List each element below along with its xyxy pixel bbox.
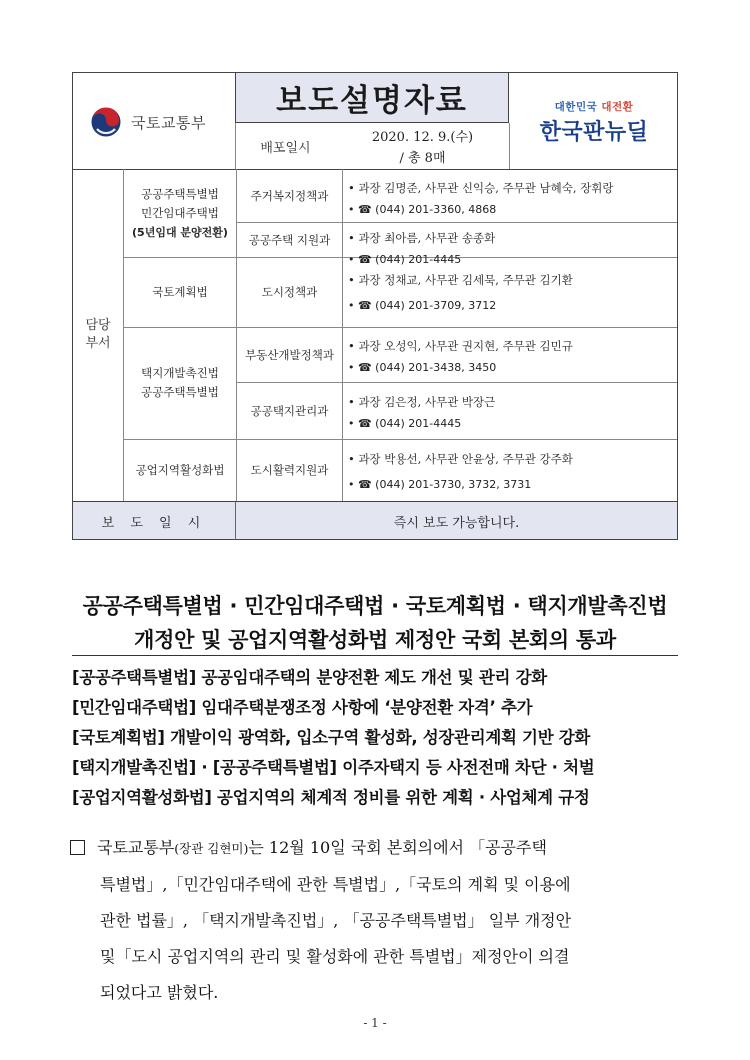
subhead: [택지개발촉진법] · [공공주택특별법] 이주자택지 등 사전전매 차단 · 처벌 bbox=[72, 758, 595, 777]
law-name: 공공주택특별법 bbox=[141, 186, 219, 201]
law-cell-land-planning bbox=[124, 257, 236, 327]
body-text: 국토교통부 bbox=[97, 838, 175, 857]
law-name: 국토계획법 bbox=[152, 284, 208, 299]
release-row bbox=[73, 501, 677, 539]
release-value: 즉시 보도 가능합니다. bbox=[393, 515, 520, 531]
department-label bbox=[73, 169, 123, 501]
division-contact bbox=[348, 227, 495, 271]
distribution-label: 배포일시 bbox=[260, 140, 311, 156]
subhead: [공공주택특별법] 공공임대주택의 분양전환 제도 개선 및 관리 강화 bbox=[72, 668, 547, 687]
law-cell-public-housing bbox=[124, 169, 236, 257]
headline-line-2: 개정안 및 공업지역활성화법 제정안 국회 본회의 통과 bbox=[134, 628, 616, 652]
brand-tagline-blue: 대한민국 bbox=[554, 101, 602, 113]
staff-list: • 과장 최아름, 사무관 송종화 bbox=[348, 231, 496, 245]
distribution-date bbox=[336, 127, 509, 169]
brand-tagline-red: 대전환 bbox=[601, 101, 634, 113]
headline-line-1: 공공주택특별법 · 민간임대주택법 · 국토계획법 · 택지개발촉진법 bbox=[82, 594, 668, 618]
subhead: [공업지역활성화법] 공업지역의 체계적 정비를 위한 계획 · 사업체계 규정 bbox=[72, 788, 590, 807]
division-name: 공공택지관리과 bbox=[250, 403, 329, 418]
checkbox-bullet-icon bbox=[70, 840, 85, 855]
division-contact bbox=[348, 267, 573, 319]
staff-list: • 과장 김명준, 사무관 신익승, 주무관 남혜숙, 장휘랑 bbox=[348, 181, 614, 195]
new-deal-logo bbox=[513, 99, 675, 146]
staff-list: • 과장 오성익, 사무관 권지현, 주무관 김민규 bbox=[348, 339, 573, 353]
division-contact bbox=[348, 447, 573, 497]
body-text: 관한 법률」, 「택지개발촉진법」, 「공공주택특별법」 일부 개정안 bbox=[100, 911, 572, 930]
division-name: 도시활력지원과 bbox=[250, 463, 329, 477]
subhead: [국토계획법] 개발이익 광역화, 입소구역 활성화, 성장관리계획 기반 강화 bbox=[72, 728, 591, 747]
page-number: - 1 - bbox=[363, 1016, 387, 1030]
phone-number: • ☎ (044) 201-3438, 3450 bbox=[348, 361, 497, 374]
body-text-small: (장관 김현미) bbox=[174, 841, 249, 856]
phone-number: • ☎ (044) 201-4445 bbox=[348, 417, 462, 430]
phone-number: • ☎ (044) 201-3709, 3712 bbox=[348, 299, 497, 312]
distribution-pages: / 총 8매 bbox=[399, 151, 446, 166]
body-paragraph bbox=[70, 830, 680, 1011]
staff-list: • 과장 김은정, 사무관 박장근 bbox=[348, 395, 496, 409]
phone-number: • ☎ (044) 201-4445 bbox=[348, 253, 462, 266]
law-cell-land-development bbox=[124, 327, 236, 439]
law-cell-industrial-zone bbox=[124, 439, 236, 501]
staff-list: • 과장 정채교, 사무관 김세묵, 주무관 김기환 bbox=[348, 273, 573, 287]
subhead: [민간임대주택법] 임대주택분쟁조정 사항에 ‘분양전환 자격’ 추가 bbox=[72, 698, 533, 717]
taegeuk-emblem-icon bbox=[89, 105, 123, 139]
document-title: 보도설명자료 bbox=[235, 73, 509, 123]
law-name: 공공주택특별법 bbox=[141, 385, 219, 399]
department-label-text: 담당 부서 bbox=[85, 318, 111, 351]
division-name: 부동산개발정책과 bbox=[245, 347, 334, 362]
ministry-logo bbox=[89, 105, 206, 139]
distribution-date-value: 2020. 12. 9.(수) bbox=[371, 130, 474, 145]
body-text: 되었다고 밝혔다. bbox=[100, 983, 219, 1002]
division-name: 주거복지정책과 bbox=[250, 188, 329, 203]
ministry-name: 국토교통부 bbox=[131, 113, 206, 132]
division-contact bbox=[348, 391, 495, 435]
phone-number: • ☎ (044) 201-3360, 4868 bbox=[348, 203, 497, 216]
body-text: 특별법」,「민간임대주택에 관한 특별법」,「국토의 계획 및 이용에 bbox=[100, 875, 571, 894]
division-contact bbox=[348, 177, 614, 221]
release-label: 보 도 일 시 bbox=[101, 515, 207, 531]
body-text: 는 12월 10일 국회 본회의에서 「공공주택 bbox=[248, 838, 547, 857]
law-name: 택지개발촉진법 bbox=[141, 366, 219, 380]
body-text: 및「도시 공업지역의 관리 및 활성화에 관한 특별법」제정안이 의결 bbox=[100, 947, 570, 966]
phone-number: • ☎ (044) 201-3730, 3732, 3731 bbox=[348, 478, 532, 491]
brand-name: 한국판뉴딜 bbox=[539, 120, 649, 145]
press-info-table bbox=[72, 72, 678, 540]
law-name: 공업지역활성화법 bbox=[135, 462, 225, 477]
division-name: 도시정책과 bbox=[261, 285, 318, 299]
division-name: 공공주택 지원과 bbox=[248, 232, 331, 247]
headline-rule bbox=[72, 655, 678, 656]
division-contact bbox=[348, 335, 573, 379]
law-note: (5년임대 분양전환) bbox=[132, 225, 228, 239]
staff-list: • 과장 박용선, 사무관 안윤상, 주무관 강주화 bbox=[348, 452, 573, 466]
law-name: 민간임대주택법 bbox=[141, 205, 219, 220]
